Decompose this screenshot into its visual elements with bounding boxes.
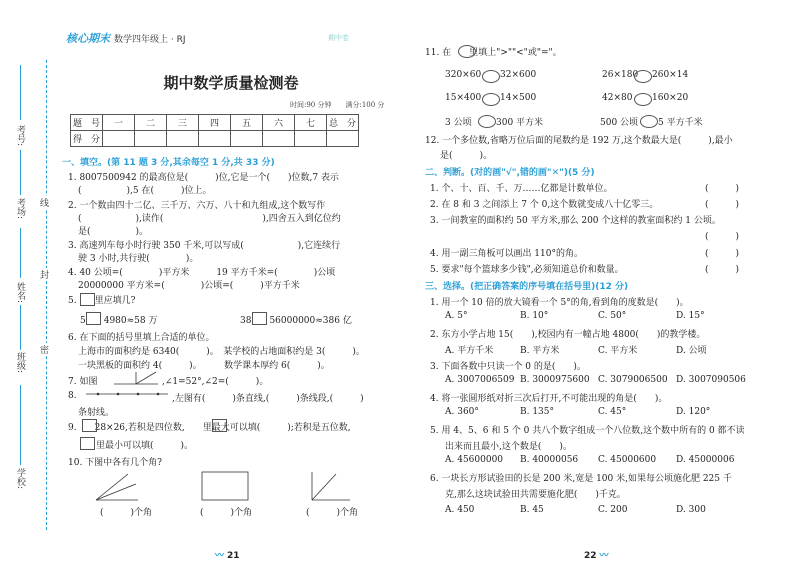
score-input[interactable] [263, 131, 295, 147]
cut-line [46, 60, 47, 530]
q5-item-a: 5 4980≈58 万 [80, 316, 158, 326]
judge-4: 4. 用一副三角板可以画出 110°的角。 [430, 249, 583, 259]
choice-4: 4. 将一张圆形纸对折三次后打开,不可能出现的角是( )。 [430, 394, 668, 404]
choice-1-opt-a: A. 5° [445, 311, 468, 321]
binding-strip [0, 0, 62, 585]
choice-1-opt-b: B. 10° [520, 311, 549, 321]
q7-text: ,∠1=52°,∠2=( )。 [162, 377, 269, 387]
choice-6-opt-d: D. 300 [676, 505, 706, 515]
q11-r2-a: 15×400 [445, 93, 482, 103]
q8-prompt: 8. [68, 391, 77, 401]
q3-line2: 驶 3 小时,共行驶( )。 [78, 254, 199, 264]
q1-line2: ( ),5 在( )位上。 [78, 186, 212, 196]
judge-5-answer[interactable]: ( ) [705, 265, 740, 275]
choice-1-opt-c: C. 50° [598, 311, 627, 321]
judge-4-answer[interactable]: ( ) [705, 249, 740, 259]
q11-r1-d: 260×14 [652, 70, 689, 80]
q11-r3-b: 300 平方米 [496, 118, 544, 128]
page-title: 期中数学质量检测卷 [163, 74, 299, 92]
room-line [20, 150, 21, 195]
q8-line2: 条射线。 [78, 408, 115, 418]
header-tag: 期中卷 [328, 34, 349, 42]
time-info: 时间:90 分钟 满分:100 分 [290, 101, 385, 109]
judge-1: 1. 个、十、百、千、万……亿都是计数单位。 [430, 184, 613, 194]
choice-4-opt-a: A. 360° [445, 407, 479, 417]
q4-line1: 4. 40 公顷=( )平方米 19 平方千米=( )公顷 [68, 268, 336, 278]
q12-line1: 12. 一个多位数,省略万位后面的尾数约是 192 万,这个数最大是( ),最小 [425, 136, 733, 146]
q9-line1: 9. 28×26,若积是四位数, 里最大可以填( );若积是五位数, [68, 423, 351, 433]
choice-3: 3. 下面各数中只读一个 0 的是( )。 [430, 362, 586, 372]
choice-4-opt-c: C. 45° [598, 407, 627, 417]
score-cell: 五 [231, 115, 263, 131]
choice-2-opt-a: A. 平方千米 [445, 346, 494, 356]
q7-prompt: 7. 如图 [68, 377, 98, 387]
q11-r2-c: 42×80 [602, 93, 633, 103]
choice-1: 1. 用一个 10 倍的放大镜看一个 5°的角,看到角的度数是( )。 [430, 298, 689, 308]
score-cell: 一 [103, 115, 135, 131]
page-number-right: 22 〰 [584, 551, 609, 561]
choice-6-opt-b: B. 45 [520, 505, 544, 515]
score-cell: 六 [263, 115, 295, 131]
q11-r2-d: 160×20 [652, 93, 689, 103]
q11-r1-c: 26×180 [602, 70, 639, 80]
brand-name: 核心期末 [66, 32, 110, 45]
school-line [20, 385, 21, 465]
q10-answer-2: ( )个角 [200, 508, 253, 518]
q3-line1: 3. 高速列车每小时行驶 350 千米,可以写成( ),它连续行 [68, 241, 341, 251]
section-judge-title: 二、判断。(对的画"√",错的画"✕")(5 分) [425, 168, 595, 178]
choice-6-opt-c: C. 200 [598, 505, 628, 515]
choice-6-line2: 克,那么这块试验田共需要施化肥( )千克。 [445, 490, 626, 500]
score-input[interactable] [231, 131, 263, 147]
judge-1-answer[interactable]: ( ) [705, 184, 740, 194]
score-input[interactable] [295, 131, 327, 147]
q9-box2[interactable] [212, 419, 227, 432]
q5-box[interactable] [80, 293, 95, 306]
choice-6-opt-a: A. 450 [445, 505, 475, 515]
class-label: 班级: [15, 352, 25, 374]
compare-circle[interactable] [634, 70, 652, 83]
section-fill-title: 一、填空。(第 11 题 3 分,其余每空 1 分,共 33 分) [62, 158, 275, 168]
q11-r1-b: 32×600 [500, 70, 537, 80]
q10-prompt: 10. 下图中各有几个角? [68, 458, 162, 468]
q6-line2: 一块黑板的面积约 4( )。 数学课本厚约 6( )。 [78, 361, 330, 371]
seal-mark: 封 [40, 268, 49, 281]
q11-r2-b: 14×500 [500, 93, 537, 103]
score-input[interactable] [103, 131, 135, 147]
subject-label: 数学四年级上 · RJ [114, 35, 186, 45]
choice-5-opt-a: A. 45600000 [445, 455, 504, 465]
choice-5-opt-d: D. 45000006 [676, 455, 735, 465]
section-choice-title: 三、选择。(把正确答案的序号填在括号里)(12 分) [425, 282, 629, 292]
q9-box1[interactable] [82, 419, 97, 432]
choice-3-opt-c: C. 3079006500 [598, 375, 668, 385]
q11-r3-a: 3 公顷 [445, 118, 472, 128]
score-cell: 题 号 [71, 115, 103, 131]
score-row-label: 得 分 [71, 131, 103, 147]
choice-6-line1: 6. 一块长方形试验田的长是 200 米,宽是 100 米,如果每公顷施化肥 225 千 [430, 474, 732, 484]
choice-2-opt-d: D. 公顷 [676, 346, 707, 356]
page-number-left: 〰 21 [215, 551, 240, 561]
judge-2-answer[interactable]: ( ) [705, 200, 740, 210]
score-cell: 四 [199, 115, 231, 131]
q5-prompt [68, 293, 135, 306]
choice-5-line1: 5. 用 4、5、6 和 5 个 0 共八个数字组成一个八位数,这个数中所有的 0 都不读 [430, 426, 745, 436]
score-table [70, 114, 359, 147]
choice-3-opt-d: D. 3007090506 [676, 375, 746, 385]
class-line [20, 305, 21, 350]
compare-circle[interactable] [478, 115, 496, 128]
compare-circle[interactable] [640, 115, 658, 128]
q6-prompt: 6. 在下面的括号里填上合适的单位。 [68, 333, 215, 343]
exam-no-label: 考号: [15, 125, 25, 147]
q1-line1: 1. 8007500942 的最高位是( )位,它是一个( )位数,7 表示 [68, 173, 339, 183]
q12-line2: 是( )。 [440, 151, 493, 161]
choice-4-opt-d: D. 120° [676, 407, 711, 417]
q11-r3-d: 5 平方千米 [658, 118, 703, 128]
choice-3-opt-a: A. 3007006509 [445, 375, 515, 385]
choice-3-opt-b: B. 3000975600 [520, 375, 590, 385]
score-cell: 三 [167, 115, 199, 131]
q2-line3: 是( )。 [78, 227, 149, 237]
q10-answer-3: ( )个角 [306, 508, 359, 518]
score-input[interactable] [167, 131, 199, 147]
score-input[interactable] [135, 131, 167, 147]
q5-text: 5. 里应填几? [68, 296, 136, 306]
score-value-row [71, 131, 359, 147]
q9-box3[interactable] [80, 437, 95, 450]
q11-r1-a: 320×60 [445, 70, 482, 80]
score-input[interactable] [199, 131, 231, 147]
name-label: 姓名: [15, 282, 25, 304]
compare-circle[interactable] [482, 93, 500, 106]
q11-r3-c: 500 公顷 [600, 118, 639, 128]
q11-prompt: 11. 在 里填上">""<"或"="。 [425, 48, 562, 58]
q6-line1: 上海市的面积约是 6340( )。 某学校的占地面积约是 3( )。 [78, 347, 365, 357]
page-number-right-text: 22 [584, 551, 597, 561]
choice-4-opt-b: B. 135° [520, 407, 555, 417]
q8-text: ,左图有( )条直线,( )条线段,( ) [172, 394, 364, 404]
judge-5: 5. 要求"每个篮球多少钱",必须知道总价和数量。 [430, 265, 624, 275]
score-header-row [71, 115, 359, 131]
score-cell: 二 [135, 115, 167, 131]
choice-2-opt-b: B. 平方米 [520, 346, 560, 356]
room-label: 考场: [15, 198, 25, 220]
judge-2: 2. 在 8 和 3 之间添上 7 个 0,这个数就变成八十亿零三。 [430, 200, 659, 210]
score-cell: 七 [295, 115, 327, 131]
choice-5-line2: 出来而且最小,这个数是( )。 [445, 442, 572, 452]
q10-figures [92, 470, 352, 502]
q10-answer-1: ( )个角 [100, 508, 153, 518]
q4-line2: 20000000 平方米=( )公顷=( )平方千米 [78, 281, 300, 291]
choice-5-opt-b: B. 40000056 [520, 455, 579, 465]
tight-mark: 密 [40, 343, 49, 356]
line-mark: 线 [40, 196, 49, 209]
q2-line2: ( ),读作( ),四舍五入到亿位约 [78, 214, 341, 224]
judge-3-answer[interactable]: ( ) [705, 232, 740, 242]
page-number-left-text: 21 [227, 551, 240, 561]
choice-2-opt-c: C. 平方米 [598, 346, 638, 356]
choice-2: 2. 东方小学占地 15( ),校园内有一幢占地 4800( )的教学楼。 [430, 330, 706, 340]
name-line [20, 228, 21, 278]
q2-line1: 2. 一个数由四十二亿、三千万、六万、八十和九组成,这个数写作 [68, 201, 326, 211]
q11-circle-sample [458, 45, 476, 58]
judge-3: 3. 一间教室的面积约 50 平方米,那么 200 个这样的教室面积约 1 公顷。 [430, 216, 721, 226]
q5a-box[interactable] [86, 312, 101, 325]
exam-no-line [20, 65, 21, 120]
compare-circle[interactable] [634, 93, 652, 106]
choice-5-opt-c: C. 45000600 [598, 455, 657, 465]
q8-line-figure [84, 387, 170, 401]
q9-line2: 里最小可以填( )。 [78, 441, 194, 451]
school-label: 学校: [15, 468, 25, 490]
score-input[interactable] [327, 131, 359, 147]
brand-logo [66, 30, 186, 46]
q5-item-b: 38 56000000≈386 亿 [240, 316, 352, 326]
choice-1-opt-d: D. 15° [676, 311, 705, 321]
q5b-box[interactable] [252, 312, 267, 325]
compare-circle[interactable] [482, 70, 500, 83]
score-cell: 总 分 [327, 115, 359, 131]
q7-angle-figure [112, 370, 160, 386]
